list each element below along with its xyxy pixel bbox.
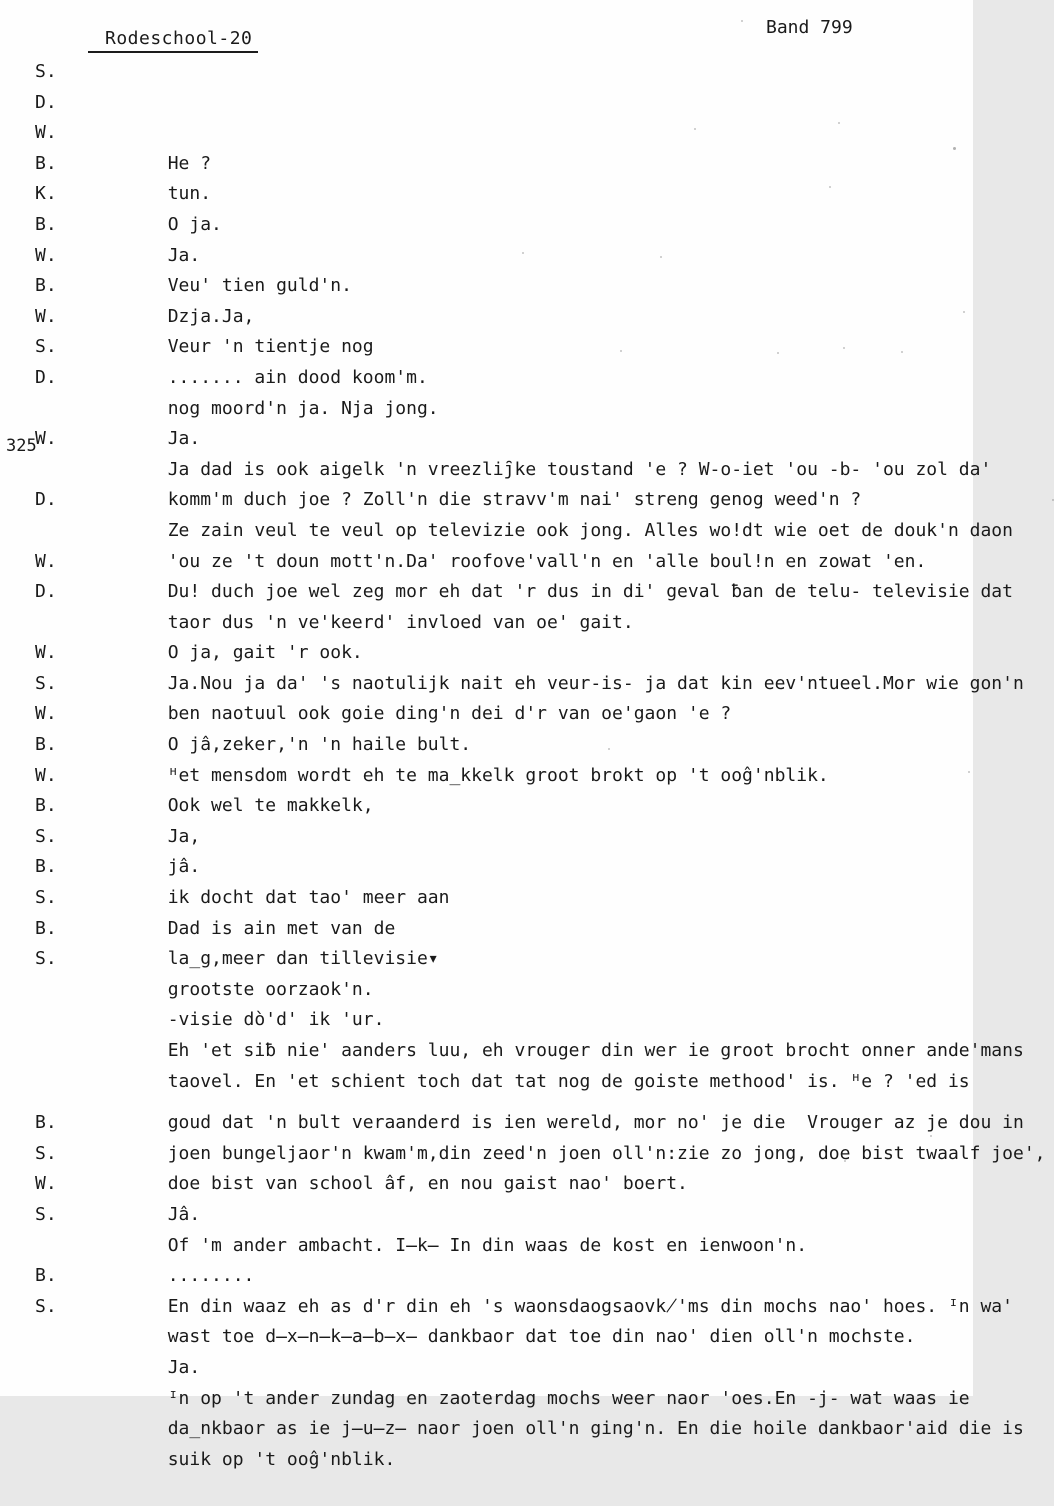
- speaker-label: S.: [35, 948, 57, 970]
- band-label: Band 799: [766, 17, 853, 38]
- speaker-label: W.: [35, 550, 57, 572]
- line-text: ᴴet mensdom wordt eh te ma̲kkelk groot brokt op 't ooĝ'nblik.: [167, 764, 829, 786]
- line-text: la̲g,meer dan tillevisie▾: [167, 948, 439, 970]
- speaker-label: B.: [35, 152, 57, 174]
- line-text: suik op 't ooĝ'nblik.: [167, 1448, 396, 1470]
- line-text: ben naotuul ook goie ding'n dei d'r van oe'gaon 'e ?: [167, 703, 732, 725]
- line-text: Veu' tien guld'n.: [167, 275, 352, 297]
- speaker-label: D.: [35, 91, 57, 113]
- speaker-label: B.: [35, 275, 57, 297]
- line-text: goud dat 'n bult veraanderd is ien wereld, mor no' je die Vrouger az je dou in: [167, 1112, 1024, 1134]
- line-text: taor dus 'n ve'keerd' invloed van oe' gait.: [167, 611, 634, 633]
- transcript: [0, 57, 1046, 1470]
- line-text: Ja,: [167, 825, 201, 847]
- page-title: Rodeschool-20: [88, 28, 258, 53]
- speaker-label: B.: [35, 917, 57, 939]
- line-text: Du! duch joe wel zeg mor eh dat 'r dus in di' geval ƀan de telu- televisie dat: [167, 581, 1013, 603]
- speaker-label: B.: [35, 213, 57, 235]
- speaker-label: B.: [35, 1112, 57, 1134]
- speaker-label: W.: [35, 642, 57, 664]
- speaker-label: B.: [35, 795, 57, 817]
- line-text: Ook wel te makkelk,: [167, 795, 374, 817]
- speaker-label: S.: [35, 825, 57, 847]
- line-text: grootste oorzaok'n.: [167, 978, 374, 1000]
- line-text: O ja.: [167, 213, 222, 235]
- transcript-line: [0, 57, 973, 174]
- line-text: 'ou ze 't doun mott'n.Da' roofove'vall'n en 'alle boul!n en zowat 'en.: [167, 550, 927, 572]
- speaker-label: S.: [35, 61, 57, 82]
- line-text: Dad is ain met van de: [167, 917, 396, 939]
- line-text: O jâ,zeker,'n 'n haile bult.: [167, 734, 472, 756]
- speaker-label: S.: [35, 336, 57, 358]
- line-text: Eh 'et siƀ nie' aanders luu, eh vrouger din wer ie groot brocht onner ande'mans: [167, 1040, 1024, 1061]
- speaker-label: S.: [35, 1142, 57, 1164]
- line-text: ik docht dat tao' meer aan: [167, 887, 450, 909]
- speaker-label: S.: [35, 672, 57, 694]
- line-text: da̲nkbaor as ie j̶u̶z̶ naor joen oll'n ging'n. En die hoile dankbaor'aid die is: [167, 1418, 1024, 1440]
- line-text: nog moord'n ja. Nja jong.: [167, 397, 439, 419]
- speaker-label: W.: [35, 428, 57, 450]
- speaker-label: S.: [35, 1203, 57, 1225]
- margin-line-number: 325: [6, 436, 37, 457]
- line-text: komm'm duch joe ? Zoll'n die stravv'm nai' streng genog weed'n ?: [167, 489, 862, 511]
- line-text: Jâ.: [167, 1203, 201, 1225]
- line-text: Ja dad is ook aigelk 'n vreezlij̑ke toustand 'e ? W-o-iet 'ou -b- 'ou zol da': [167, 458, 992, 480]
- line-text: Of 'm ander ambacht. I̶k̶ In din waas de kost en ienwoon'n.: [167, 1234, 808, 1256]
- speaker-label: W.: [35, 122, 57, 144]
- line-text: Ze zain veul te veul op televizie ook jong. Alles wo!dt wie oet de douk'n daon: [167, 519, 1013, 541]
- ink-speck: [741, 20, 743, 22]
- line-text: Ja.: [167, 244, 201, 266]
- line-text: ........: [167, 1265, 255, 1287]
- speaker-label: W.: [35, 764, 57, 786]
- line-text: taovel. En 'et schient toch dat tat nog de goiste methood' is. ᴴe ? 'ed is: [167, 1070, 970, 1092]
- line-text: tun.: [167, 183, 212, 205]
- line-text: He ?: [167, 152, 212, 174]
- line-text: ....... ain dood koom'm.: [167, 366, 428, 388]
- line-text: Veur 'n tientje nog: [167, 336, 374, 358]
- speaker-label: W.: [35, 1173, 57, 1195]
- line-text: Ja.: [167, 428, 201, 450]
- speaker-label: S.: [35, 1295, 57, 1317]
- line-text: Ja.Nou ja da' 's naotulijk nait eh veur-is- ja dat kin eev'ntueel.Mor wie gon'n: [167, 672, 1024, 694]
- speaker-label: D.: [35, 366, 57, 388]
- line-text: Ja.: [167, 1356, 201, 1378]
- line-text: O ja, gait 'r ook.: [167, 642, 363, 664]
- speaker-label: B.: [35, 856, 57, 878]
- speaker-label: B.: [35, 1265, 57, 1287]
- speaker-label: B.: [35, 734, 57, 756]
- speaker-label: S.: [35, 887, 57, 909]
- line-text: jâ.: [167, 856, 201, 878]
- line-text: ᴵn op 't ander zundag en zaoterdag mochs weer naor 'oes.En -j- wat waas ie: [167, 1387, 970, 1409]
- line-text: -visie dò'd' ik 'ur.: [167, 1009, 385, 1031]
- line-text: wast toe d̶x̶n̶k̶a̶b̶x̶ dankbaor dat toe din nao' dien oll'n mochste.: [167, 1326, 916, 1348]
- line-text: doe bist van school âf, en nou gaist nao' boert.: [167, 1173, 688, 1195]
- line-text: joen bungeljaor'n kwam'm,din zeed'n joen oll'n:zie zo jong, doe bist twaalf joe',: [167, 1142, 1046, 1164]
- speaker-label: D.: [35, 489, 57, 511]
- line-text: En din waaz eh as d'r din eh 's waonsdaogsaovk̸'ms din mochs nao' hoes. ᴵn wa': [167, 1295, 1013, 1317]
- speaker-label: D.: [35, 581, 57, 603]
- speaker-label: W.: [35, 703, 57, 725]
- line-text: Dzja.Ja,: [167, 305, 255, 327]
- speaker-label: K.: [35, 183, 57, 205]
- speaker-label: W.: [35, 244, 57, 266]
- speaker-label: W.: [35, 305, 57, 327]
